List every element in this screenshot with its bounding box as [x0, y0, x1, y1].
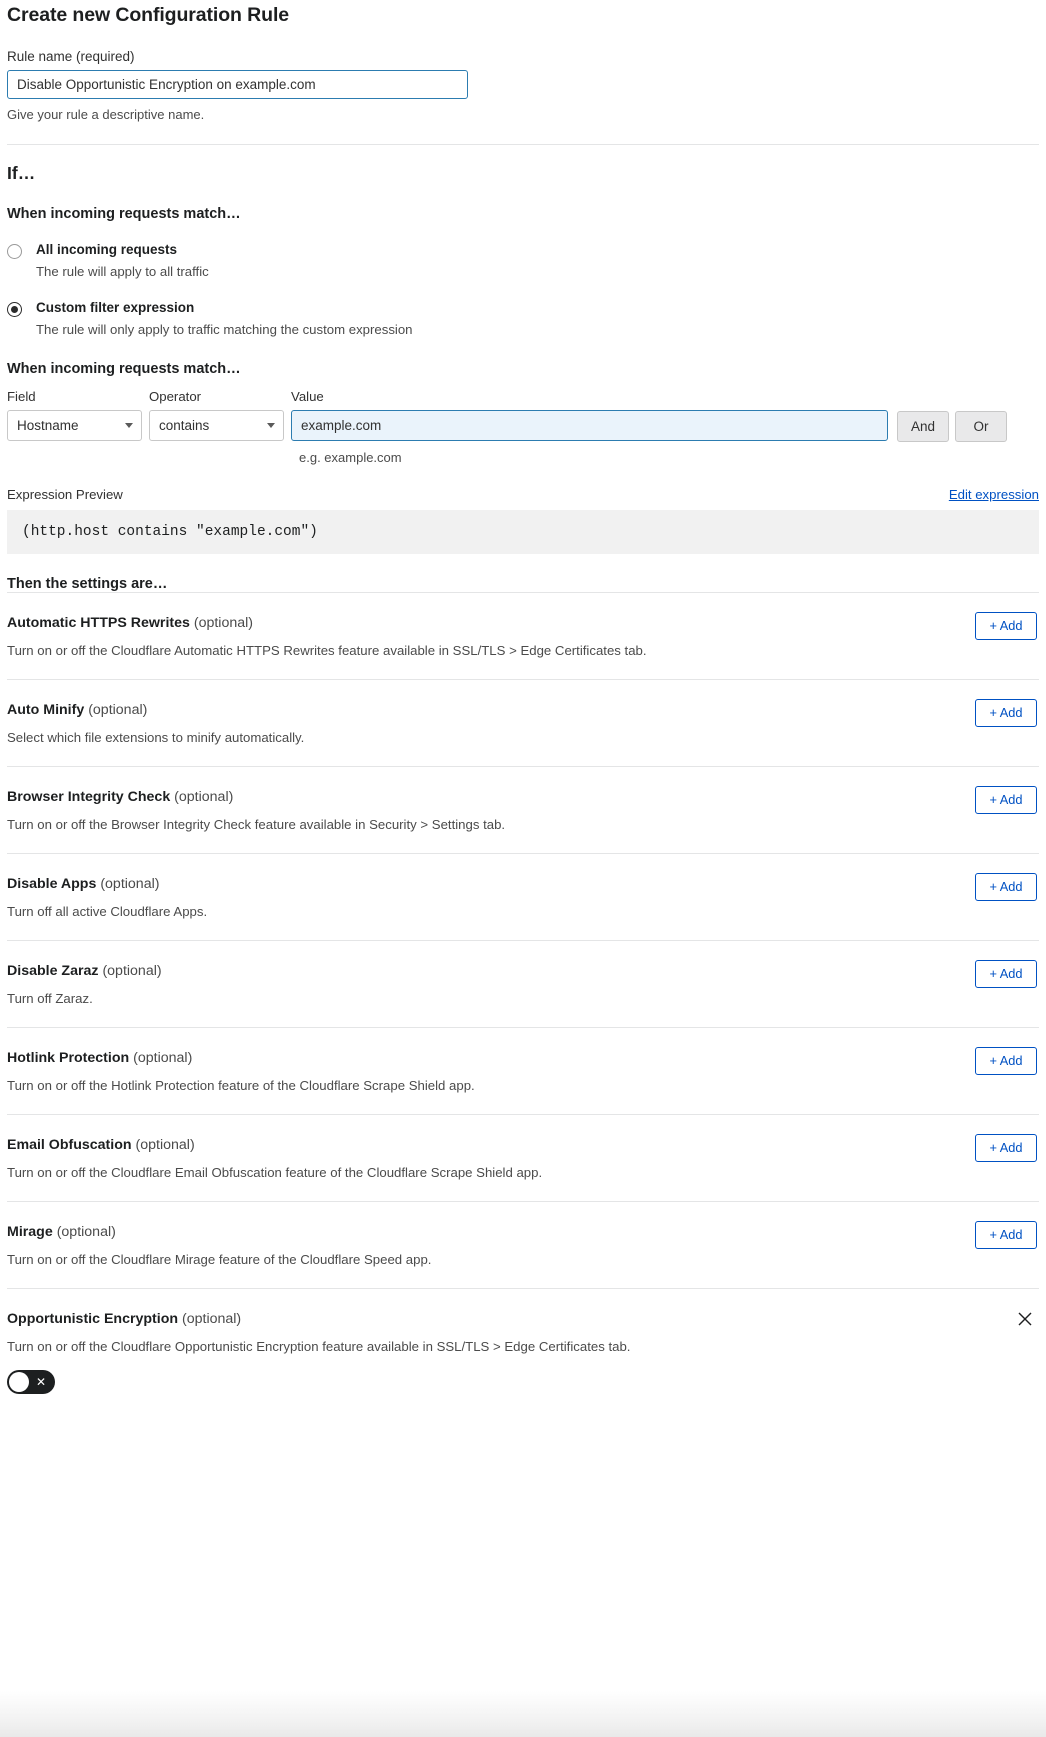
setting-optional-text: (optional) — [102, 962, 162, 979]
radio-option-custom-filter[interactable] — [7, 300, 1039, 338]
setting-name-text: Disable Zaraz — [7, 962, 99, 979]
setting-title — [7, 702, 1039, 718]
setting-description: Turn on or off the Cloudflare Automatic HTTPS Rewrites feature available in SSL/TLS > Edge Certificates tab. — [7, 642, 647, 658]
add-setting-button[interactable]: + Add — [975, 1047, 1037, 1075]
setting-name-text: Browser Integrity Check — [7, 788, 171, 805]
radio-option-all-requests[interactable] — [7, 242, 1039, 280]
setting-row — [7, 1201, 1039, 1288]
setting-description: Select which file extensions to minify automatically. — [7, 729, 305, 745]
setting-optional-text: (optional) — [174, 788, 234, 805]
operator-select-value[interactable]: contains — [149, 410, 284, 441]
setting-optional-text: (optional) — [193, 614, 254, 631]
setting-description: Turn on or off the Cloudflare Mirage feature of the Cloudflare Speed app. — [7, 1251, 432, 1267]
setting-row — [7, 853, 1039, 940]
setting-title — [7, 876, 1039, 892]
add-setting-button[interactable]: + Add — [975, 1221, 1037, 1249]
builder-heading: When incoming requests match… — [7, 360, 241, 377]
toggle-state-glyph: ✕ — [36, 1374, 47, 1389]
then-section-heading: Then the settings are… — [7, 575, 168, 592]
operator-column-label: Operator — [149, 388, 202, 404]
close-icon[interactable] — [1015, 1309, 1035, 1329]
setting-optional-text: (optional) — [100, 875, 160, 892]
expression-preview-label: Expression Preview — [7, 486, 123, 502]
setting-name-text: Email Obfuscation — [7, 1136, 132, 1153]
setting-name-text: Hotlink Protection — [7, 1049, 130, 1066]
setting-optional-text: (optional) — [182, 1310, 242, 1327]
chevron-down-icon — [267, 423, 275, 428]
operator-select[interactable] — [149, 410, 284, 441]
radio-icon-custom-filter[interactable] — [7, 302, 22, 317]
add-setting-button[interactable]: + Add — [975, 1134, 1037, 1162]
add-setting-button[interactable]: + Add — [975, 873, 1037, 901]
radio-label-custom-filter: Custom filter expression — [36, 300, 195, 316]
expression-preview-header — [7, 487, 1039, 502]
bottom-fade-overlay — [0, 1691, 1046, 1737]
match-heading: When incoming requests match… — [7, 206, 241, 222]
rule-name-input[interactable] — [7, 70, 468, 99]
add-setting-button[interactable]: + Add — [975, 699, 1037, 727]
setting-description: Turn off all active Cloudflare Apps. — [7, 903, 208, 919]
setting-title — [7, 1224, 1039, 1240]
setting-optional-text: (optional) — [135, 1136, 195, 1153]
setting-description: Turn off Zaraz. — [7, 990, 93, 1006]
setting-name-text: Opportunistic Encryption — [7, 1310, 179, 1327]
setting-description: Turn on or off the Browser Integrity Check feature available in Security > Settings tab. — [7, 816, 506, 832]
toggle-knob — [9, 1372, 29, 1392]
edit-expression-link[interactable]: Edit expression — [948, 486, 1039, 502]
value-input[interactable] — [291, 410, 888, 441]
setting-title — [7, 789, 1039, 805]
toggle-row — [7, 1370, 1039, 1394]
setting-row — [7, 1114, 1039, 1201]
value-column-label: Value — [291, 388, 324, 404]
setting-optional-text: (optional) — [56, 1223, 116, 1240]
setting-optional-text: (optional) — [88, 701, 148, 718]
filter-builder-row — [7, 389, 1039, 442]
setting-row — [7, 940, 1039, 1027]
setting-title — [7, 615, 1039, 631]
setting-row — [7, 766, 1039, 853]
field-select[interactable] — [7, 410, 142, 441]
and-button[interactable]: And — [897, 411, 949, 442]
radio-desc-custom-filter: The rule will only apply to traffic matching the custom expression — [36, 322, 413, 338]
setting-title — [7, 963, 1039, 979]
setting-description: Turn on or off the Hotlink Protection feature of the Cloudflare Scrape Shield app. — [7, 1077, 475, 1093]
rule-name-help: Give your rule a descriptive name. — [7, 107, 205, 122]
radio-icon-all-requests[interactable] — [7, 244, 22, 259]
if-section-heading: If… — [7, 163, 36, 183]
field-select-value[interactable]: Hostname — [7, 410, 142, 441]
setting-row — [7, 1027, 1039, 1114]
setting-description: Turn on or off the Cloudflare Email Obfuscation feature of the Cloudflare Scrape Shield app. — [7, 1164, 543, 1180]
setting-title — [7, 1137, 1039, 1153]
setting-title — [7, 1311, 1039, 1327]
setting-name-text: Mirage — [7, 1223, 53, 1240]
add-setting-button[interactable]: + Add — [975, 612, 1037, 640]
chevron-down-icon — [125, 423, 133, 428]
setting-name-text: Auto Minify — [7, 701, 85, 718]
setting-name-text: Disable Apps — [7, 875, 97, 892]
add-setting-button[interactable]: + Add — [975, 960, 1037, 988]
setting-name-text: Automatic HTTPS Rewrites — [7, 614, 190, 631]
rule-name-label: Rule name (required) — [7, 49, 135, 64]
divider — [7, 144, 1039, 145]
setting-title — [7, 1050, 1039, 1066]
opportunistic-encryption-toggle[interactable] — [7, 1370, 55, 1394]
expression-preview-box: (http.host contains "example.com") — [7, 510, 1039, 554]
add-setting-button[interactable]: + Add — [975, 786, 1037, 814]
setting-description: Turn on or off the Cloudflare Opportunistic Encryption feature available in SSL/TLS > Edge Certificates tab. — [7, 1338, 631, 1354]
page-title: Create new Configuration Rule — [7, 4, 290, 26]
setting-row-opportunistic-encryption — [7, 1288, 1039, 1415]
field-column-label: Field — [7, 388, 36, 404]
setting-row — [7, 679, 1039, 766]
setting-optional-text: (optional) — [133, 1049, 193, 1066]
radio-label-all-requests: All incoming requests — [36, 242, 178, 257]
radio-desc-all-requests: The rule will apply to all traffic — [36, 263, 209, 279]
value-hint: e.g. example.com — [299, 449, 402, 465]
or-button[interactable]: Or — [955, 411, 1007, 442]
setting-row — [7, 592, 1039, 679]
